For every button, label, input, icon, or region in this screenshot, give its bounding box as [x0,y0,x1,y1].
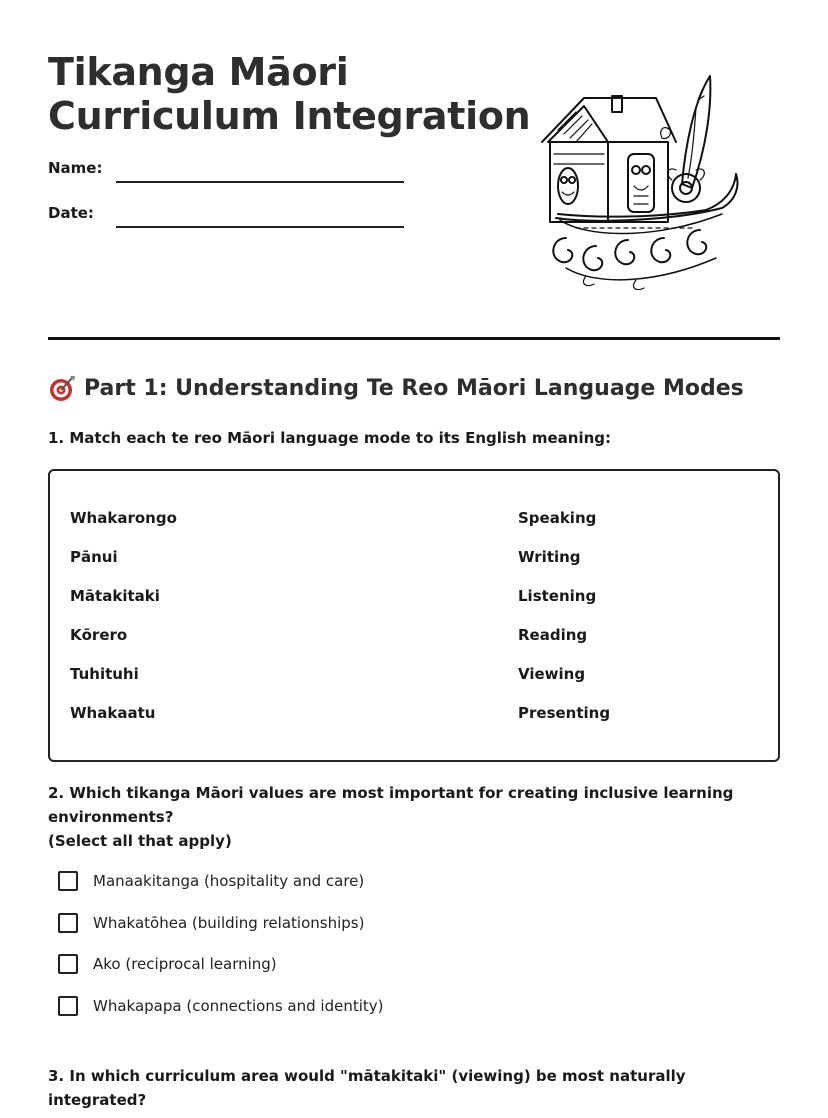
wharenui-waka-illustration-icon [536,68,742,290]
name-field [48,159,102,177]
english-term[interactable]: Viewing [518,665,586,683]
question-2 [48,781,780,853]
english-terms-column [518,507,610,741]
worksheet-page [48,0,780,1118]
question-2-options [58,870,384,1036]
page-title [48,50,530,138]
maori-term[interactable]: Tuhituhi [70,665,139,683]
name-label: Name: [48,159,103,177]
title-line-1: Tikanga Māori [48,50,349,94]
question-3: 3. In which curriculum area would "mātakitaki" (viewing) be most naturally integrated? [48,1067,686,1109]
english-term[interactable]: Writing [518,548,581,566]
date-input-line[interactable] [116,226,404,228]
option-manaakitanga[interactable] [58,870,384,912]
date-field [48,204,94,222]
english-term[interactable]: Speaking [518,509,597,527]
option-label: Ako (reciprocal learning) [93,955,277,973]
question-2-line-2: (Select all that apply) [48,832,232,850]
maori-term[interactable]: Kōrero [70,626,128,644]
option-whakapapa[interactable] [58,995,384,1037]
part-1-heading [48,374,744,402]
option-whakatohea[interactable] [58,912,384,954]
checkbox[interactable] [58,871,78,891]
checkbox[interactable] [58,913,78,933]
maori-term[interactable]: Pānui [70,548,118,566]
option-label: Whakatōhea (building relationships) [93,913,365,932]
target-dart-icon [48,374,76,402]
english-term[interactable]: Reading [518,626,588,644]
maori-term[interactable]: Mātakitaki [70,587,160,605]
english-term[interactable]: Presenting [518,704,611,722]
option-label: Whakapapa (connections and identity) [93,996,384,1015]
checkbox[interactable] [58,954,78,974]
matching-box [48,469,780,762]
date-label: Date: [48,204,94,222]
maori-term[interactable]: Whakaatu [70,704,156,722]
option-ako[interactable] [58,953,384,995]
checkbox[interactable] [58,996,78,1016]
part-1-heading-text: Part 1: Understanding Te Reo Māori Language Modes [84,375,744,401]
section-divider [48,337,780,340]
question-2-line-1: 2. Which tikanga Māori values are most important for creating inclusive learning environments? [48,784,734,826]
english-term[interactable]: Listening [518,587,597,605]
title-line-2: Curriculum Integration [48,94,531,138]
question-1: 1. Match each te reo Māori language mode to its English meaning: [48,429,612,447]
maori-term[interactable]: Whakarongo [70,509,177,527]
name-input-line[interactable] [116,181,404,183]
maori-terms-column [70,507,177,741]
option-label: Manaakitanga (hospitality and care) [93,872,365,890]
